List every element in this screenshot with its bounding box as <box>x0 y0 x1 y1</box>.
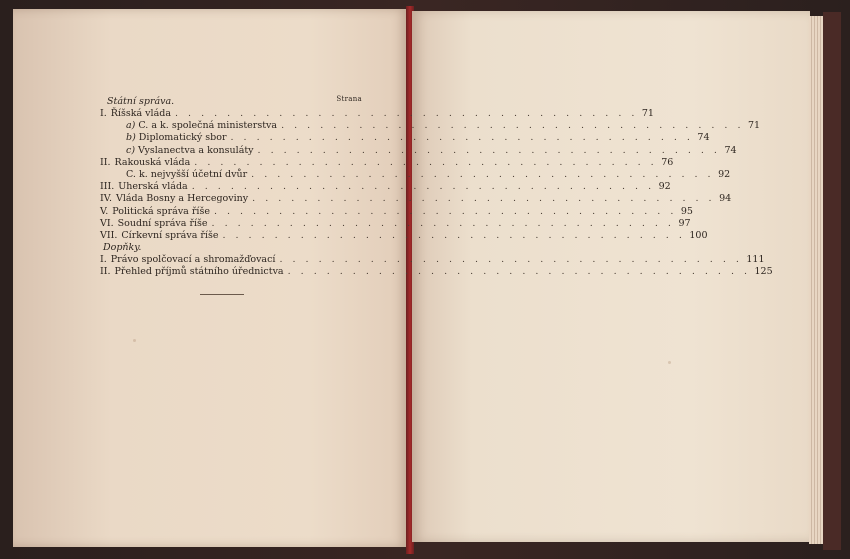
entry-title <box>115 266 284 278</box>
entry-title <box>111 254 276 266</box>
page-column-label: Strana <box>336 95 362 103</box>
entry-number: II. <box>100 266 111 278</box>
entry-page-number: 92 <box>658 181 671 193</box>
dot-leader: . . . . . . . . . . . . . . . . . . . . . . . . . . . . . . . . . . . . <box>257 144 721 156</box>
entry-label: Uherská vláda <box>118 181 188 193</box>
table-of-contents <box>100 95 773 279</box>
entry-letter: a) <box>126 120 136 132</box>
entry-label: Vláda Bosny a Hercegoviny <box>115 193 249 205</box>
entry-number: I. <box>100 108 107 119</box>
appendix-entries <box>100 254 773 278</box>
entry-title <box>112 206 210 218</box>
entry-page-number: 71 <box>641 108 654 119</box>
entry-number: V. <box>100 205 109 217</box>
entry-label: Diplomatický sbor <box>138 132 227 144</box>
dot-leader: . . . . . . . . . . . . . . . . . . . . . . . . . . . . . . . . . . . . <box>287 266 751 278</box>
entry-number: I. <box>100 254 107 266</box>
dot-leader: . . . . . . . . . . . . . . . . . . . . . . . . . . . . . . . . . . . . <box>213 205 677 217</box>
dot-leader: . . . . . . . . . . . . . . . . . . . . . . . . . . . . . . . . . . . . <box>251 168 715 180</box>
dot-leader: . . . . . . . . . . . . . . . . . . . . . . . . . . . . . . . . . . . . <box>222 229 686 241</box>
entry-letter: c) <box>126 144 136 156</box>
entry-label: Rakouská vláda <box>114 156 191 168</box>
toc-entry <box>100 217 691 230</box>
entry-number: III. <box>100 181 115 193</box>
entry-number: II. <box>100 156 111 168</box>
toc-entry <box>100 120 761 132</box>
toc-entry <box>100 132 710 144</box>
entry-page-number: 92 <box>718 168 731 180</box>
entry-title <box>104 120 277 132</box>
entry-page-number: 74 <box>697 132 710 144</box>
dot-leader: . . . . . . . . . . . . . . . . . . . . . . . . . . . . . . . . . . . . <box>191 181 655 193</box>
entry-label: Přehled příjmů státního úřednictva <box>114 266 284 278</box>
entry-page-number: 97 <box>678 217 691 229</box>
toc-entry <box>100 156 674 169</box>
toc-entry <box>100 193 732 205</box>
dot-leader: . . . . . . . . . . . . . . . . . . . . . . . . . . . . . . . . . . . . <box>194 156 658 168</box>
entry-title <box>118 181 187 193</box>
entry-page-number: 95 <box>680 205 693 217</box>
entry-title <box>104 145 254 157</box>
entry-label: Církevní správa říše <box>121 229 219 241</box>
entry-page-number: 76 <box>661 156 674 168</box>
toc-header <box>100 96 362 108</box>
entry-page-number: 100 <box>689 229 708 241</box>
toc-entry <box>100 229 708 242</box>
paper-stain <box>668 361 671 364</box>
entry-label: Soudní správa říše <box>117 217 208 229</box>
entry-page-number: 125 <box>754 266 773 278</box>
toc-entry <box>100 266 773 278</box>
closing-rule <box>200 294 244 295</box>
toc-entry <box>100 205 693 218</box>
entry-page-number: 71 <box>747 120 761 132</box>
page-edges <box>809 16 823 544</box>
toc-entry <box>100 254 765 266</box>
toc-entry <box>100 108 654 120</box>
toc-entry <box>100 144 737 157</box>
dot-leader: . . . . . . . . . . . . . . . . . . . . . . . . . . . . . . . . . . . . <box>230 132 694 144</box>
entry-letter: b) <box>126 132 136 144</box>
dot-leader: . . . . . . . . . . . . . . . . . . . . . . . . . . . . . . . . . . . . <box>281 120 744 132</box>
entry-label: Politická správa říše <box>112 205 210 217</box>
entry-title <box>121 230 218 242</box>
dot-leader: . . . . . . . . . . . . . . . . . . . . . . . . . . . . . . . . . . . . <box>174 108 638 119</box>
entry-number: VI. <box>100 217 114 229</box>
entry-number: VII. <box>100 229 118 241</box>
entry-title <box>116 193 248 205</box>
entry-title <box>115 157 191 169</box>
entry-page-number: 111 <box>746 254 765 266</box>
entry-label: C. k. nejvyšší účetní dvůr <box>126 168 248 180</box>
entry-label: C. a k. společná ministerstva <box>138 120 278 132</box>
toc-entry <box>100 168 731 181</box>
entry-title <box>104 132 227 144</box>
dot-leader: . . . . . . . . . . . . . . . . . . . . . . . . . . . . . . . . . . . . <box>211 217 675 229</box>
entry-label: Vyslanectva a konsuláty <box>138 144 254 156</box>
entry-number: IV. <box>100 193 112 205</box>
dot-leader: . . . . . . . . . . . . . . . . . . . . . . . . . . . . . . . . . . . . <box>252 193 716 205</box>
paper-stain <box>133 339 136 342</box>
back-cover-edge <box>823 12 841 550</box>
appendix-title: Dopňky. <box>103 242 142 254</box>
toc-entry <box>100 181 671 193</box>
entry-title <box>118 218 208 230</box>
entry-title <box>104 169 247 181</box>
entry-title <box>111 108 171 120</box>
section-title: Státní správa. <box>107 96 175 107</box>
entry-label: Právo spolčovací a shromažďovací <box>110 254 276 266</box>
toc-entries <box>100 108 761 242</box>
entry-page-number: 94 <box>719 193 732 205</box>
entry-page-number: 74 <box>724 144 737 156</box>
dot-leader: . . . . . . . . . . . . . . . . . . . . . . . . . . . . . . . . . . . . <box>279 254 743 266</box>
entry-label: Říšská vláda <box>110 108 171 119</box>
